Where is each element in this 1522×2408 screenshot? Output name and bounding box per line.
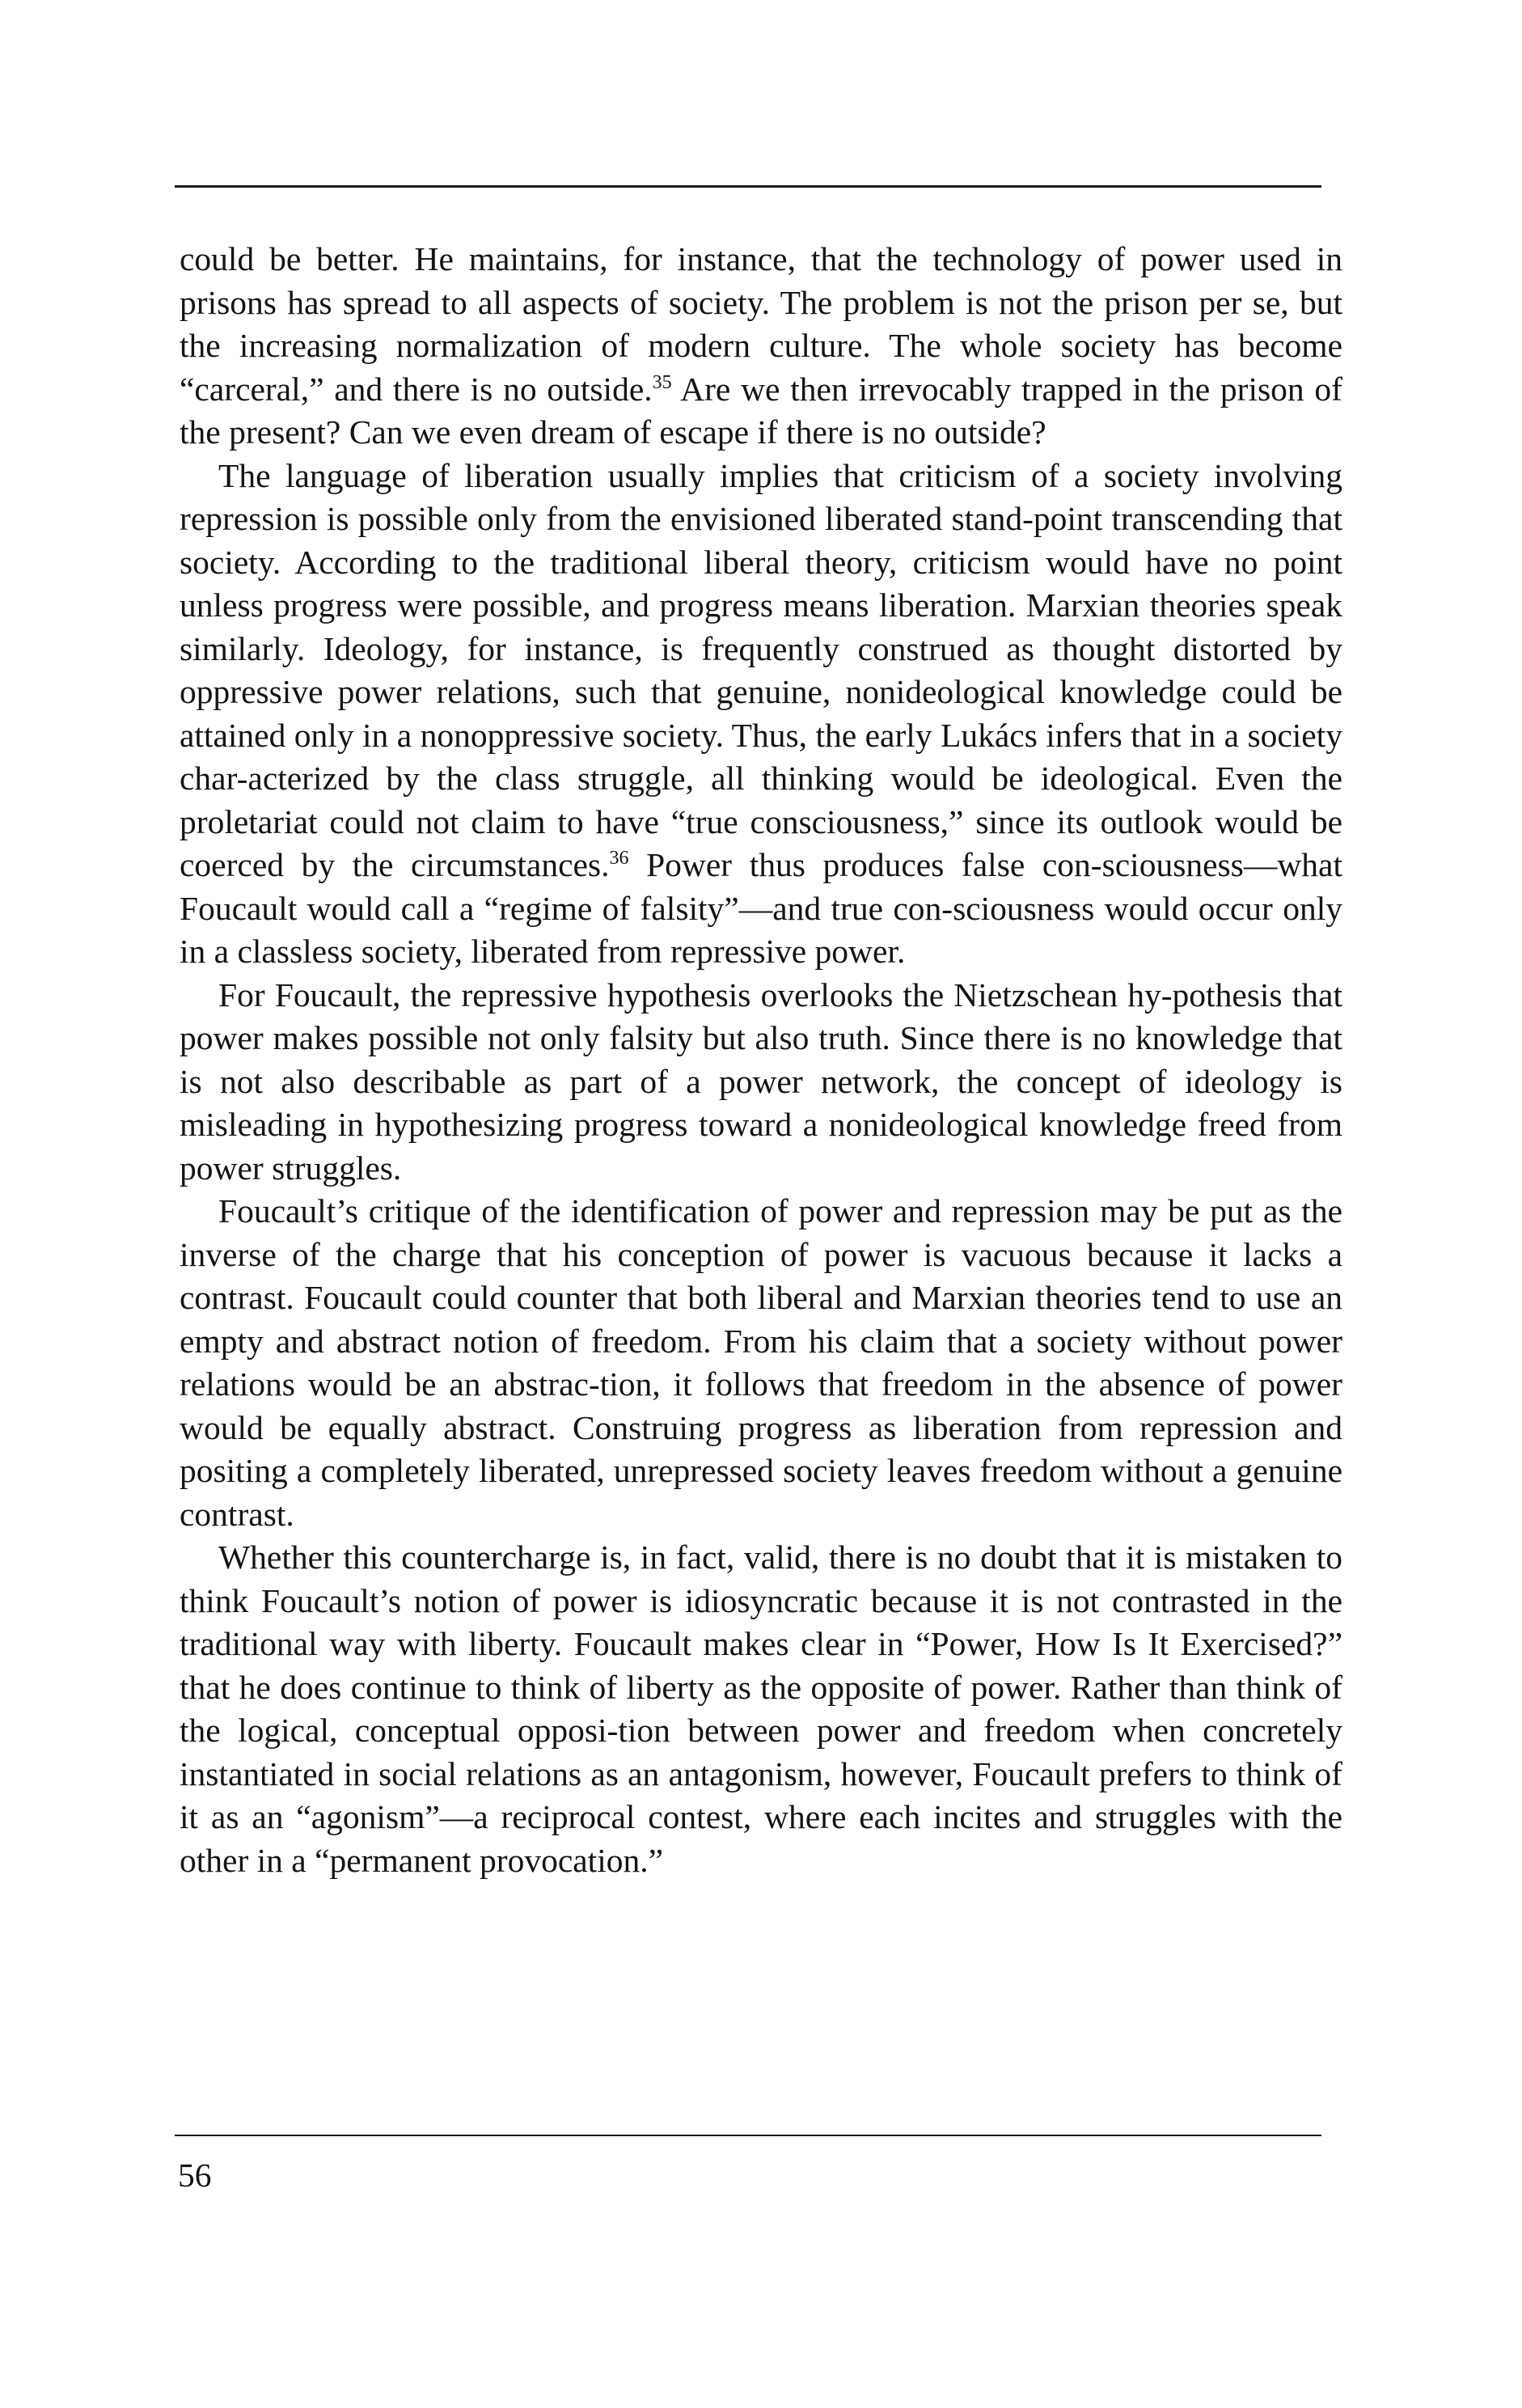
paragraph xyxy=(180,1536,1342,1882)
top-rule xyxy=(175,185,1321,188)
footnote-ref: 35 xyxy=(652,371,672,393)
paragraph xyxy=(180,974,1342,1191)
paragraph xyxy=(180,455,1342,974)
text-run: For Foucault, the repressive hypothesis overlooks the Nietzschean hy-pothesis that power makes possible not only falsity but also truth. Since there is no knowledge that is not also describable as part of a power network, the concept of ideology is misleading in hypothesizing progress toward a nonideological knowledge freed from power struggles. xyxy=(180,975,1342,1187)
paragraph xyxy=(180,238,1342,455)
page-number: 56 xyxy=(178,2156,212,2194)
paragraph xyxy=(180,1190,1342,1536)
bottom-rule xyxy=(175,2135,1321,2136)
text-run: Power thus produces false con-sciousness—what Foucault would call a “regime of falsity”—and true con-sciousness would occur only in a classless society, liberated from repressive power. xyxy=(180,846,1343,970)
footnote-ref: 36 xyxy=(609,848,629,869)
text-run: could be better. He maintains, for instance, that the technology of power used in prisons has spread to all aspects of society. The problem is not the prison per se, but the increasing normalization of modern culture. The whole society has become “carceral,” and there is no outside. xyxy=(180,240,1342,408)
text-run: Foucault’s critique of the identification of power and repression may be put as the inverse of the charge that his conception of power is vacuous because it lacks a contrast. Foucault could counter that both liberal and Marxian theories tend to use an empty and abstract notion of freedom. From his claim that a society without power relations would be an abstrac-tion, it follows that freedom in the absence of power would be equally abstract. Construing progress as liberation from repression and positing a completely liberated, unrepressed society leaves freedom without a genuine contrast. xyxy=(180,1192,1342,1533)
text-run: Whether this countercharge is, in fact, valid, there is no doubt that it is mistaken to think Foucault’s notion of power is idiosyncratic because it is not contrasted in the traditional way with liberty. Foucault makes clear in “Power, How Is It Exercised?” that he does continue to think of liberty as the opposite of power. Rather than think of the logical, conceptual opposi-tion between power and freedom when concretely instantiated in social relations as an antagonism, however, Foucault prefers to think of it as an “agonism”—a reciprocal contest, where each incites and struggles with the other in a “permanent provocation.” xyxy=(180,1538,1342,1879)
text-run: Are we then irrevocably trapped in the prison of the present? Can we even dream of escape if there is no outside? xyxy=(180,370,1342,451)
body-text xyxy=(180,238,1342,1882)
text-run: The language of liberation usually implies that criticism of a society involving repression is possible only from the envisioned liberated stand-point transcending that society. According to the traditional liberal theory, criticism would have no point unless progress were possible, and progress means liberation. Marxian theories speak similarly. Ideology, for instance, is frequently construed as thought distorted by oppressive power relations, such that genuine, nonideological knowledge could be attained only in a nonoppressive society. Thus, the early Lukács infers that in a society char-acterized by the class struggle, all thinking would be ideological. Even the proletariat could not claim to have “true consciousness,” since its outlook would be coerced by the circumstances. xyxy=(180,456,1342,883)
